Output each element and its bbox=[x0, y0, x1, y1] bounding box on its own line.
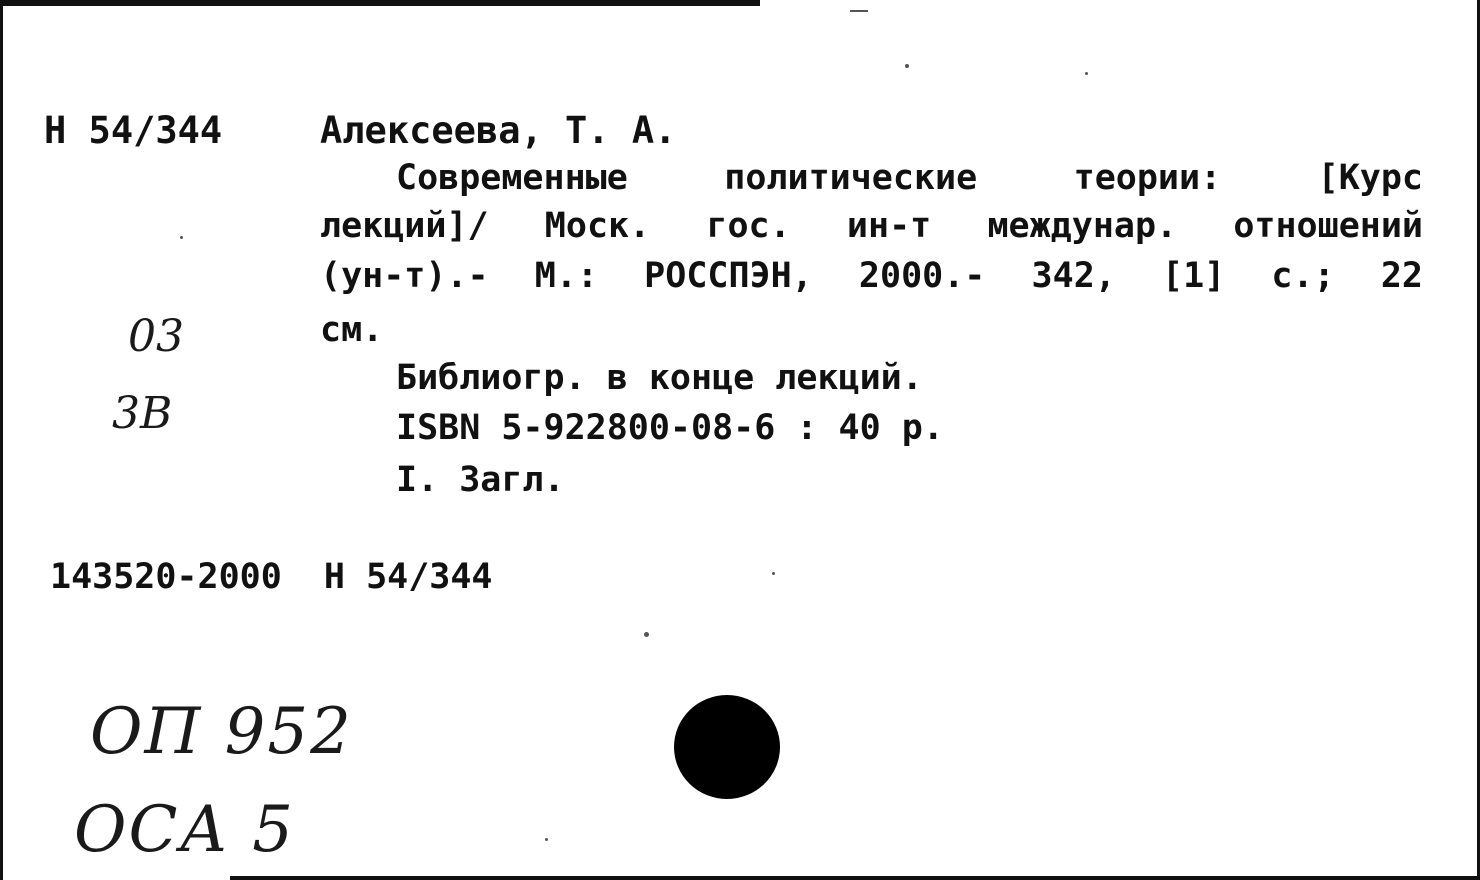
speck bbox=[644, 632, 649, 637]
speck bbox=[850, 10, 868, 12]
speck bbox=[1085, 72, 1088, 75]
bibliography-note: Библиогр. в конце лекций. bbox=[396, 358, 923, 398]
handwritten-mark-03: 03 bbox=[128, 311, 184, 362]
card-top-edge bbox=[0, 0, 760, 6]
speck bbox=[772, 572, 775, 575]
handwritten-mark-ocas: ОСА 5 bbox=[74, 793, 295, 867]
subject-entry: I. Загл. bbox=[396, 460, 565, 500]
punch-hole bbox=[674, 695, 780, 799]
card-bottom-edge bbox=[230, 876, 1480, 880]
title-line-1: Современные политические теории: [Курс bbox=[396, 158, 1423, 198]
handwritten-mark-op: ОП 952 bbox=[90, 695, 353, 769]
author-heading: Алексеева, Т. А. bbox=[320, 109, 677, 152]
speck bbox=[905, 64, 909, 68]
call-number: Н 54/344 bbox=[44, 109, 223, 152]
speck bbox=[545, 838, 548, 841]
isbn-price: ISBN 5-922800-08-6 : 40 р. bbox=[396, 408, 944, 448]
title-line-3: (ун-т).- М.: РОССПЭН, 2000.- 342, [1] с.; 22 bbox=[320, 256, 1423, 296]
inventory-number: 143520-2000 Н 54/344 bbox=[50, 557, 493, 597]
title-line-4: см. bbox=[320, 310, 384, 350]
card-left-edge bbox=[0, 0, 3, 880]
speck bbox=[180, 236, 183, 239]
title-line-2: лекций]/ Моск. гос. ин-т междунар. отношений bbox=[320, 206, 1423, 246]
handwritten-mark-3b: 3В bbox=[112, 388, 173, 439]
